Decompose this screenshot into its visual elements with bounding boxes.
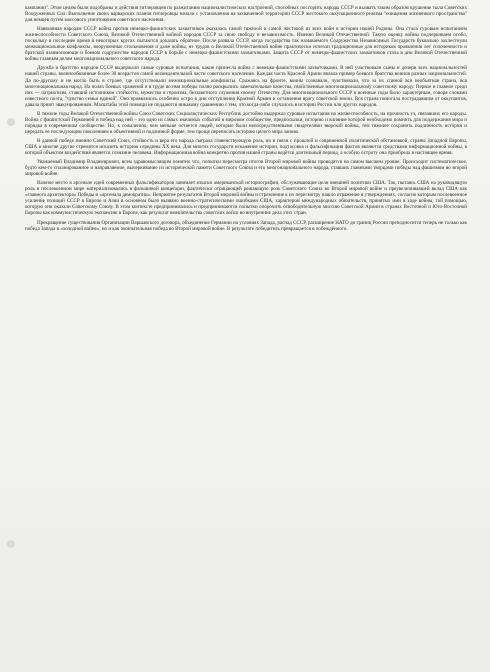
paragraph-8: Прекращение существования Организации Варшавского договора, объединение Германии на условиях Запада, распад СССР, расширение НАТО до границ России преподносится теперь не только как победа Запада в «холодной войне», но и как окончательная победа во Второй мировой войне. В результате победитель превращается в побеждённого. xyxy=(25,219,467,232)
punch-hole-mark xyxy=(7,118,15,126)
paragraph-7: Важное место в арсенале идей современных фальсификаторов занимает изыски американской историографии, обслуживающие цели внешней политики США. Так, пытаясь США на руководящую роль в послевоенном мире материализовались в фальшивой концепции, фактически отрицающей решающую роль Советского Союза во Второй мировой войне и преувеличивавшей вклад США как «главного архитектора» Победы и «арсенала демократии». Неприятие результатов Второй мировой войны и стремление к их пересмотру нашло отражение в утверждениях, согласно которым послевоенное усиление позиций СССР в Европе и Азии в основном было вызвано военно-стратегическими ошибками США, характером международных обязательств, принятых ими в ходе войны, той помощью, которую они оказали Советскому Союзу. В этом контексте предпринимались и предпринимаются попытки опорочить освободительную миссию Советской Армии в странах Восточной и Юго-Восточной Европы как коммунистическую экспансию в Европе, как результат вмешательства советских войск во внутренние дела этих стран. xyxy=(25,180,467,217)
paragraph-3: Дружба и братство народов СССР выдержали самые суровые испытания, какие принесла война с немецко-фашистскими захватчиками. В ней участвовали сыны и дочери всех национальностей нашей страны, военнообязанные более 30 возрастов самой жизнедеятельной части советского населения. Каждая часть Красной Армии являла пример боевого братства воинов разных национальностей. Да по-другому и не могло быть в стране, где отсутствовали межнациональные конфликты. Сражаясь на фронте, воины сознавали, чувствовали, что за их спиной вся необъятная страна, вся многонациональная народ. На полях боевых сражений и в труде во имя победы полно раскрылись замечательные качества, свойственные многонациональному советскому народу. Первое и главное среди них — патриотизм, ставший источником стойкости, мужества и героизма, беззаветного служения своему Отечеству. Для многонационального СССР в военные годы было характерным, говоря словами известного поэта, "чувство семьи единой". Оно проявлялось особенно остро в дни отступления Красной Армии и оставления врагу советской земли. Вся страна помогала пострадавшим от оккупантов, давала приют эвакуированным. Масштабы этой помощи не поддаются никакому сравнению с тем, что когда-либо случалось в истории России или других народов. xyxy=(25,65,467,108)
paragraph-1: кампании". Этом целям были подобраны и действия гитлеровцев по разжиганию националистических настроений, способных поссорить народы СССР и вызвать таким образом крушение тыла Советских Вооруженных Сил. Выполнение своих варварских планов гитлеровцы начали с установления на захваченной территории СССР жестокого оккупационного режима "очищения жизненного пространства" для немцев путем массового уничтожения советского населения. xyxy=(25,5,467,24)
paragraph-6: Уважаемый Владимир Владимирович, всем здравомыслящим понятно что, попытки пересмотра итогов Второй мировой войны проводятся на самом высшем уровне. Происходит систематическое, будто кем-то спланированное и направляемое, вычеркивание из исторической памяти Советского Союза и его многонационального народа, ставших главными творцами победы над фашизмом во второй мировой войне. xyxy=(25,159,467,178)
paragraph-5: В данной победе именно Советский Союз, стойкость и вера его народа сыграла главенствующую роль, но в связи с прошлой и современной политической обстановкой, страны Западной Европы, США и многие другие стремятся исказить историю середины XX века. Для многих государств искажение истории, подтасовка и фальсификация фактов являются средствами информационной войны, в которой объектом воздействия является сознание человека. Информационная война конкретно против нашей страны ведётся длительный период, а особую остроту она приобрела в настоящее время. xyxy=(25,137,467,157)
paragraph-2: Навязанная народам СССР война против немецко-фашистских захватчиков оказалась самой тяжелой и самой жестокой из всех войн в истории нашей Родины. Она стала суровым испытанием жизнеспособности Советского Союза, Великой Отечественной войной народов СССР за свою свободу и независимость. Именно Великой Отечественной. Такую оценку войны подчеркиваем особо, поскольку в последнее время в некоторых кругах пытаются доказать обратное. После развала СССР, когда государства так называемого Содружества Независимых Государств буквально захлестнули межнациональные конфликты, вооруженные столкновения и даже войны, из трудов о Великой Отечественной войне практически исчезли традиционные для историков проявления лет сплоченности и братской взаимопомощи и боевом содружестве народов СССР в борьбе с немецко-фашистскими захватчиками. Защита СССР от немецко-фашистских захватчиков стала в дни Великой Отечественной войны главным делом многонационального советского народа. xyxy=(25,26,467,63)
paragraph-4: В тяжкие годы Великой Отечественной войны Союз Советских Социалистических Республик достойно выдержал суровые испытания на жизнеспособность, на прочность уз, связавших его народы. Война с фашистской Германией и победа над ней – это одно из самых значимых событий в мировом сообществе, предпосылки, историю и влияние которой необходимо помнить для поддержания мира и порядка в современном сообществе. Но, к сожалению, чем меньше остается людей, которые были непосредственными свидетелями зверской войны, тем тяжелее сохранить подлинность истории и передать ее последующим поколениям в объективной и подлинной форме, тем проще переписать историю целого мира заново. xyxy=(25,110,467,135)
punch-hole-mark xyxy=(7,540,15,548)
